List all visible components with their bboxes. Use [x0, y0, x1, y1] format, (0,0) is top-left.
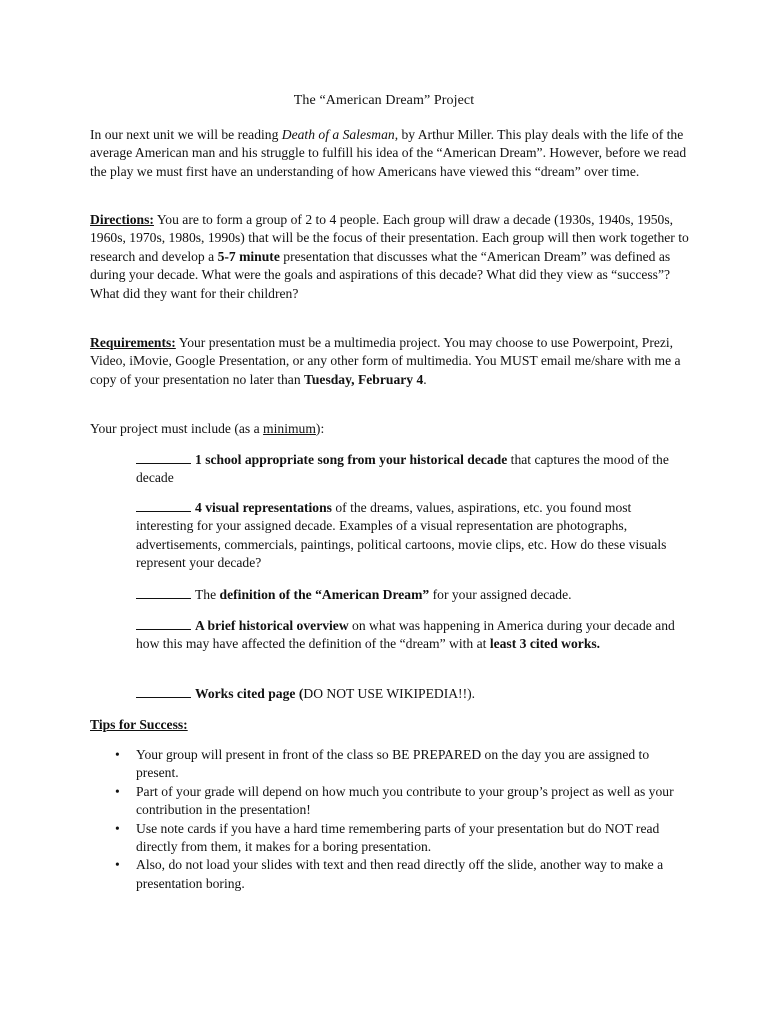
checklist-item-song-text: that captures the mood of the decade: [136, 452, 669, 486]
list-item: [90, 856, 690, 893]
must-include-text-2: ):: [315, 421, 325, 436]
checkbox-blank-line: [136, 586, 191, 599]
checklist-item-visuals-text: of the dreams, values, aspirations, etc. you found most interesting for your assigned decade. Examples of a visual representation are photographs, advertisements, commercials, paintings, political cartoons, movie clips, etc. How do these visuals represent your decade?: [136, 500, 667, 571]
checklist-item-definition-text: for your assigned decade.: [429, 587, 572, 602]
must-include-minimum: minimum: [263, 421, 316, 436]
list-item: [90, 820, 690, 857]
checklist-item-song: [136, 451, 676, 488]
list-item: [90, 746, 690, 783]
requirements-deadline: Tuesday, February 4: [304, 371, 424, 387]
intro-text-1: In our next unit we will be reading: [90, 127, 282, 142]
directions-text-3: presentation that discusses what the “American Dream” was defined as during your decade. What were the goals and aspirations of this decade? What did they view as “success”? What did they want for their children?: [90, 248, 671, 301]
list-item: [90, 783, 690, 820]
requirements-text-1: Your presentation must be a multimedia project. You may choose to use Powerpoint, Prezi, Video, iMovie, Google Presentation, or any other form of multimedia. You MUST email me/share with me a copy of your presentation no later than: [90, 335, 681, 387]
checklist-item-works-cited-bold: Works cited page (: [195, 686, 304, 701]
must-include-line: [90, 420, 690, 438]
bullet-icon: •: [115, 820, 120, 836]
tips-heading-line: [90, 716, 690, 734]
requirements-paragraph: [90, 334, 690, 389]
checklist-item-works-cited-text: DO NOT USE WIKIPEDIA!!: [303, 686, 468, 701]
checklist-item-visuals: [136, 499, 676, 573]
checklist-item-overview-bold-2: least 3 cited works.: [489, 636, 601, 652]
tip-text: Part of your grade will depend on how much you contribute to your group’s project as well as your contribution in the presentation!: [136, 783, 674, 818]
intro-paragraph: [90, 126, 690, 181]
checkbox-blank-line: [136, 499, 191, 512]
checklist-item-definition: [136, 586, 676, 604]
book-title: Death of a Salesman: [281, 127, 395, 142]
directions-text-1: You are to form a group of 2 to 4 people. Each group will draw a decade: [153, 212, 555, 227]
must-include-text-1: Your project must include (as a: [90, 421, 264, 436]
tips-heading: Tips for Success:: [90, 717, 188, 732]
checkbox-blank-line: [136, 685, 191, 698]
checklist-item-overview-bold: A brief historical overview: [195, 618, 349, 633]
checklist-item-definition-bold: definition of the “American Dream”: [219, 587, 430, 602]
checklist-item-overview-text: on what was happening in America during your decade and how this may have affected the definition of the “dream” with at: [136, 618, 675, 652]
directions-duration: 5-7 minute: [217, 248, 280, 264]
document-title: The “American Dream” Project: [293, 93, 475, 108]
checkbox-blank-line: [136, 617, 191, 630]
directions-paragraph: [90, 211, 690, 303]
tip-text: Use note cards if you have a hard time remembering parts of your presentation but do NOT read directly from them, it makes for a boring presentation.: [136, 820, 660, 855]
bullet-icon: •: [115, 857, 120, 873]
checklist-item-works-cited: [136, 685, 676, 703]
bullet-icon: •: [115, 783, 120, 799]
requirements-text-2: .: [423, 371, 427, 387]
checkbox-blank-line: [136, 451, 191, 464]
checklist-item-song-bold: 1 school appropriate song from your historical decade: [195, 452, 508, 467]
tip-text: Also, do not load your slides with text and then read directly off the slide, another way to make a presentation boring.: [136, 857, 664, 891]
checklist-item-definition-lead: The: [195, 587, 220, 602]
tips-list: [90, 746, 690, 893]
checklist-item-visuals-bold: 4 visual representations: [195, 500, 332, 515]
tip-text: Your group will present in front of the class so BE PREPARED on the day you are assigned to present.: [136, 747, 650, 781]
requirements-heading: Requirements:: [90, 335, 176, 350]
bullet-icon: •: [115, 747, 120, 762]
checklist-item-overview: [136, 617, 676, 654]
directions-heading: Directions:: [90, 212, 154, 227]
directions-decades: (1930s, 1940s, 1950s, 1960s, 1970s, 1980s, 1990s): [90, 212, 674, 246]
intro-text-2: , by Arthur Miller. This play deals with the life of the average American man and his struggle to fulfill his idea of the “American Dream”. However, before we read the play we must first have an understanding of how Americans have viewed this “dream” over time.: [90, 127, 687, 179]
directions-text-2: that will be the focus of their presentation. Each group will then work together to research and develop a: [90, 230, 689, 264]
checklist-item-works-cited-tail: ).: [467, 686, 476, 701]
